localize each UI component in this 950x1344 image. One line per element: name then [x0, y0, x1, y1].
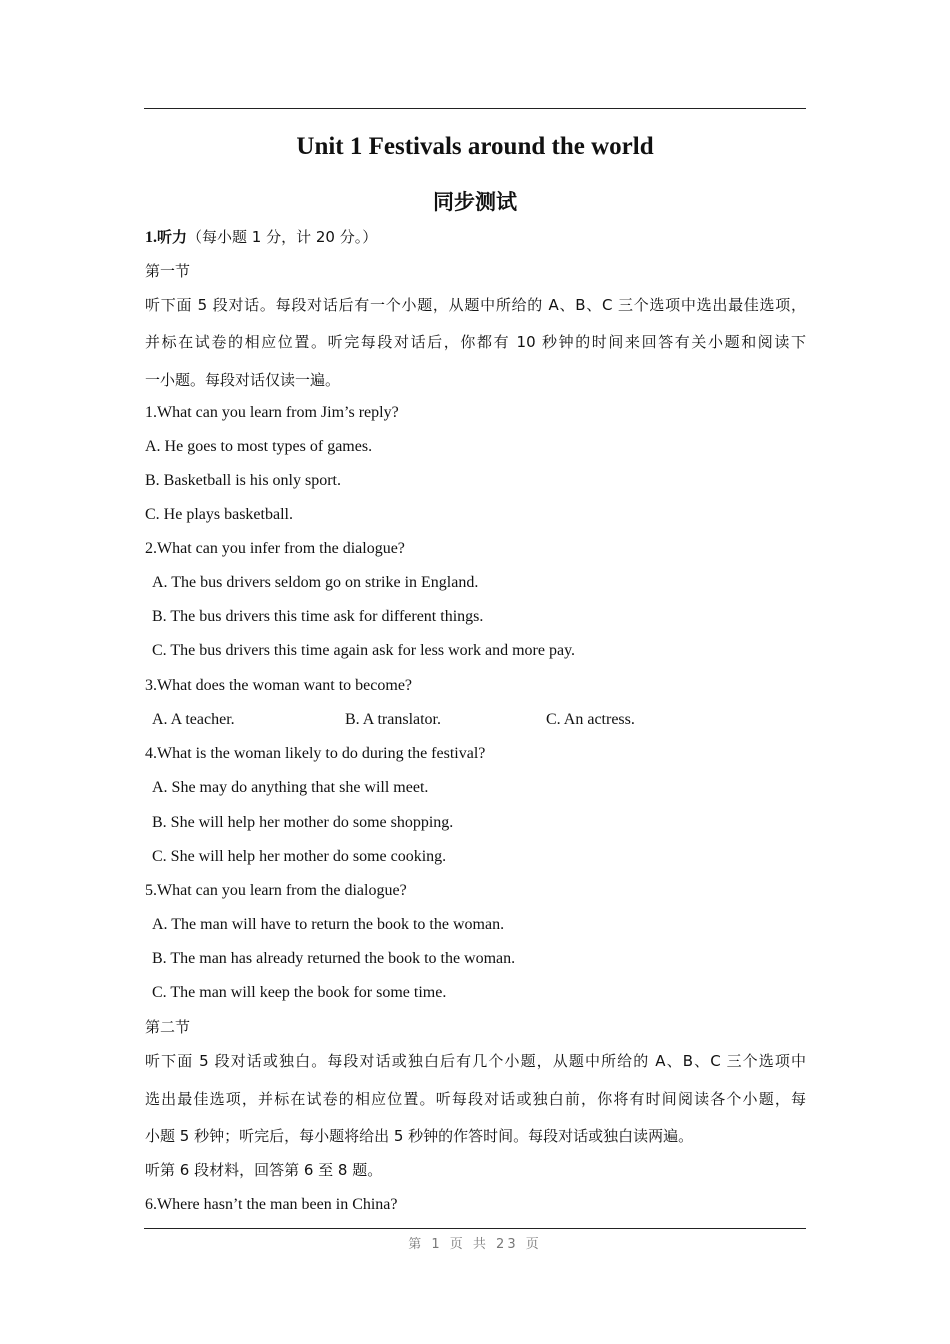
question-option: C. The man will keep the book for some time.	[152, 984, 447, 1001]
question-option: B. A translator.	[345, 711, 441, 728]
part2-instructions-line: 小题 5 秒钟；听完后，每小题将给出 5 秒钟的作答时间。每段对话或独白读两遍。	[145, 1127, 694, 1145]
section-scoring: （每小题 1 分，计 20 分。）	[187, 228, 378, 246]
material-note: 听第 6 段材料，回答第 6 至 8 题。	[145, 1161, 383, 1179]
question-option: C. An actress.	[546, 711, 635, 728]
question-stem: 1.What can you learn from Jim’s reply?	[145, 404, 399, 421]
part1-label: 第一节	[145, 262, 191, 280]
page-title: Unit 1 Festivals around the world	[296, 133, 654, 160]
question-option: A. She may do anything that she will meet.	[152, 779, 429, 796]
part1-instructions-line: 听下面 5 段对话。每段对话后有一个小题，从题中所给的 A、B、C 三个选项中选出最佳选项，	[145, 296, 806, 314]
question-option: B. Basketball is his only sport.	[145, 472, 341, 489]
header-rule	[144, 108, 806, 109]
question-option: C. He plays basketball.	[145, 506, 293, 523]
question-stem: 5.What can you learn from the dialogue?	[145, 882, 407, 899]
section-number: 1.	[145, 229, 157, 246]
question-option: B. The bus drivers this time ask for different things.	[152, 608, 484, 625]
part1-instructions-line: 并标在试卷的相应位置。听完每段对话后，你都有 10 秒钟的时间来回答有关小题和阅读下	[145, 333, 806, 351]
question-option: A. A teacher.	[152, 711, 235, 728]
part2-label: 第二节	[145, 1018, 191, 1036]
section-heading	[145, 227, 377, 248]
question-option: B. She will help her mother do some shopping.	[152, 814, 454, 831]
footer-rule	[144, 1228, 806, 1229]
question-stem: 3.What does the woman want to become?	[145, 677, 413, 694]
question-option: B. The man has already returned the book to the woman.	[152, 950, 516, 967]
part2-instructions-line: 选出最佳选项，并标在试卷的相应位置。听每段对话或独白前，你将有时间阅读各个小题，每	[145, 1090, 806, 1108]
page-footer: 第 1 页 共 23 页	[408, 1237, 542, 1252]
question-option: C. The bus drivers this time again ask for less work and more pay.	[152, 642, 576, 659]
page-subtitle: 同步测试	[433, 190, 517, 214]
question-option: A. The man will have to return the book to the woman.	[152, 916, 505, 933]
question-option: A. He goes to most types of games.	[145, 438, 373, 455]
question-stem: 2.What can you infer from the dialogue?	[145, 540, 405, 557]
question-option: C. She will help her mother do some cooking.	[152, 848, 447, 865]
part2-instructions-line: 听下面 5 段对话或独白。每段对话或独白后有几个小题，从题中所给的 A、B、C 三个选项中	[145, 1052, 806, 1070]
question-option: A. The bus drivers seldom go on strike in England.	[152, 574, 479, 591]
question-stem: 6.Where hasn’t the man been in China?	[145, 1196, 398, 1213]
part1-instructions-line: 一小题。每段对话仅读一遍。	[145, 371, 341, 389]
section-title: 听力	[157, 228, 188, 246]
question-stem: 4.What is the woman likely to do during the festival?	[145, 745, 486, 762]
